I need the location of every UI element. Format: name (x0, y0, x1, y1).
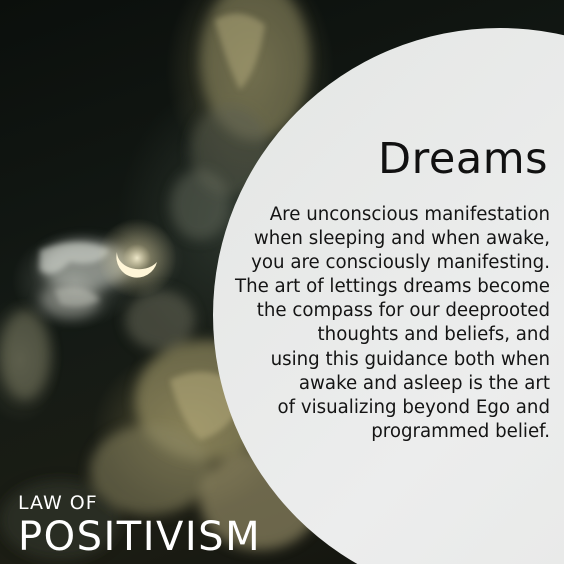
brand-logo (18, 493, 261, 559)
quote-line: Are unconscious manifestation (269, 204, 550, 225)
quote-line: when sleeping and when awake, (253, 228, 550, 250)
quote-body (235, 203, 550, 444)
quote-line: The art of lettings dreams become (234, 276, 550, 298)
quote-line: programmed belief. (371, 420, 550, 442)
quote-line: thoughts and beliefs, and (317, 324, 550, 346)
quote-line: of visualizing beyond Ego and (277, 396, 550, 418)
brand-line-top: LAW OF (18, 492, 98, 514)
quote-line: the compass for our deeprooted (256, 300, 550, 322)
quote-line: you are consciously manifesting. (251, 252, 550, 274)
brand-line-bottom: POSITIVISM (18, 514, 262, 560)
quote-title: Dreams (378, 134, 548, 184)
quote-line: awake and asleep is the art (298, 372, 550, 394)
quote-line: using this guidance both when (270, 348, 550, 370)
